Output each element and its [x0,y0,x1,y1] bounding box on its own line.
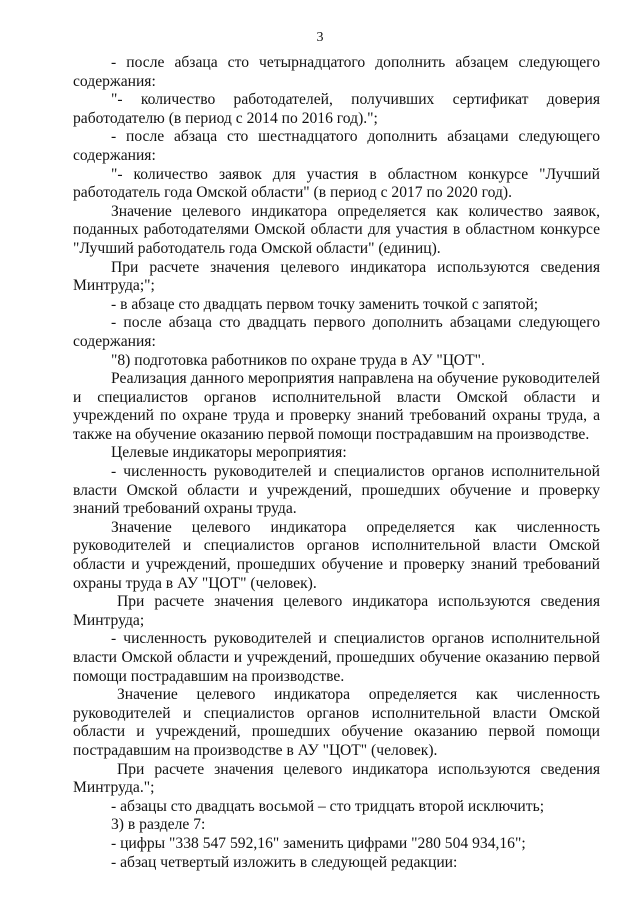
paragraph: - после абзаца сто четырнадцатого дополнить абзацем следующего содержания: [73,54,600,90]
paragraph: - в абзаце сто двадцать первом точку заменить точкой с запятой; [111,295,539,313]
paragraph: - численность руководителей и специалистов органов исполнительной власти Омской области и учреждений, прошедших обучение оказанию первой помощи пострадавшим на производстве. [73,630,600,685]
paragraph: "- количество работодателей, получивших сертификат доверия работодателю (в период с 2014 по 2016 год)."; [73,91,600,127]
paragraph: - после абзаца сто двадцать первого дополнить абзацами следующего содержания: [73,314,600,350]
paragraph: Значение целевого индикатора определяется как численность руководителей и специалистов органов исполнительной власти Омской области и учреждений, прошедших обучение и проверку знаний требований охраны труда в АУ "ЦОТ" (человек). [73,518,600,592]
paragraph: - абзац четвертый изложить в следующей редакции: [111,853,458,871]
paragraph: При расчете значения целевого индикатора используются сведения Минтруда; [73,593,600,629]
paragraph: - после абзаца сто шестнадцатого дополнить абзацами следующего содержания: [73,128,600,164]
paragraph: - абзацы сто двадцать восьмой – сто тридцать второй исключить; [111,797,545,815]
paragraph: - цифры "338 547 592,16" заменить цифрами "280 504 934,16"; [111,834,526,852]
paragraph: - численность руководителей и специалистов органов исполнительной власти Омской области и учреждений, прошедших обучение и проверку знаний требований охраны труда. [73,463,600,518]
paragraph: Значение целевого индикатора определяется как численность руководителей и специалистов органов исполнительной власти Омской области и учреждений, прошедших обучение оказанию первой помощи пострадавшим на производстве в АУ "ЦОТ" (человек). [73,686,600,759]
paragraph: "- количество заявок для участия в областном конкурсе "Лучший работодатель года Омской области" (в период с 2017 по 2020 год). [73,165,600,202]
paragraph: Целевые индикаторы мероприятия: [111,444,347,462]
paragraph: "8) подготовка работников по охране труда в АУ "ЦОТ". [111,351,485,369]
paragraph: Реализация данного мероприятия направлена на обучение руководителей и специалистов органов исполнительной власти Омской области и учреждений по охране труда и проверку знаний требований охраны труда, а также на обучение оказанию первой помощи пострадавшим на производстве. [73,370,600,443]
paragraph: 3) в разделе 7: [111,816,206,834]
page-number: 3 [316,30,324,45]
document-body [73,54,600,872]
paragraph: При расчете значения целевого индикатора используются сведения Минтруда;"; [73,258,600,295]
paragraph: При расчете значения целевого индикатора используются сведения Минтруда."; [73,760,600,797]
paragraph: Значение целевого индикатора определяется как количество заявок, поданных работодателями Омской области для участия в областном конкурсе "Лучший работодатель года Омской области" (единиц). [73,202,600,257]
